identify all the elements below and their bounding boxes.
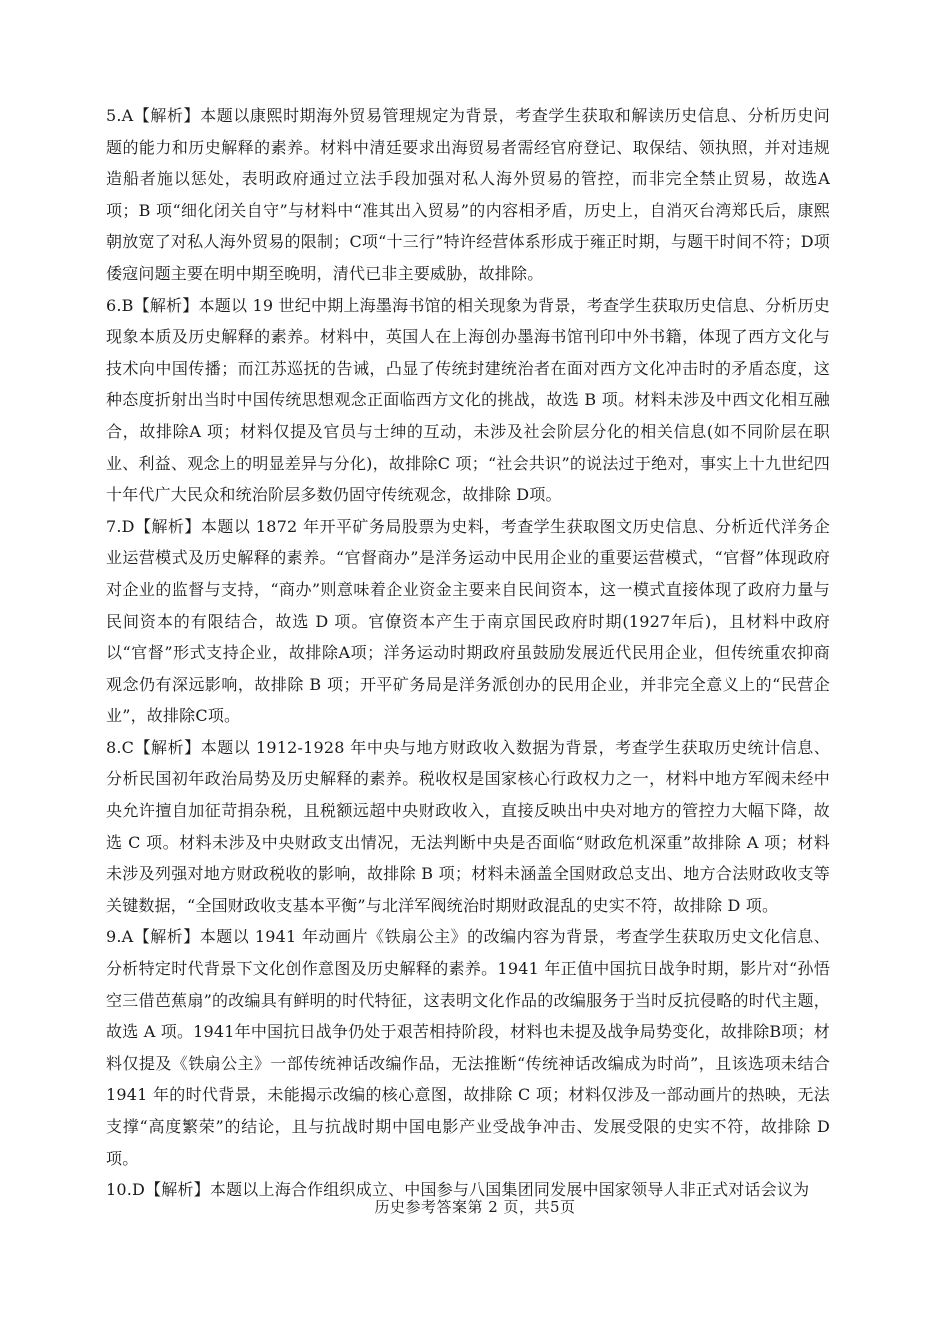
analysis-tag: 【解析】 <box>134 737 201 757</box>
answer-number: 7.D <box>106 516 135 536</box>
answer-text: 本题以 1872 年开平矿务局股票为史料，考查学生获取图文历史信息、分析近代洋务企业运营模式及历史解释的素养。“官督商办”是洋务运动中民用企业的重要运营模式，“官督”体现政府对企业的监督与支持，“商办”则意味着企业资金主要来自民间资本，这一模式直接体现了政府力量与民间资本的有限结合，故选 D 项。官僚资本产生于南京国民政府时期(1927年后)，且材料中政府以“官督”形式支持企业，故排除A项；洋务运动时期政府虽鼓励发展近代民用企业，但传统重农抑商观念仍有深远影响，故排除 B 项；开平矿务局是洋务派创办的民用企业，并非完全意义上的“民营企业”，故排除C项。 <box>106 516 830 726</box>
answer-number: 9.A <box>106 927 134 947</box>
answer-number: 6.B <box>106 295 134 315</box>
answer-list <box>106 100 830 1206</box>
answer-item-5 <box>106 100 830 290</box>
answer-item-7 <box>106 511 830 732</box>
answer-text: 本题以康熙时期海外贸易管理规定为背景，考查学生获取和解读历史信息、分析历史问题的能力和历史解释的素养。材料中清廷要求出海贸易者需经官府登记、取保结、领执照，并对违规造船者施以惩处，表明政府通过立法手段加强对私人海外贸易的管控，而非完全禁止贸易，故选A 项；B 项“细化闭关自守”与材料中“准其出入贸易”的内容相矛盾，历史上，自消灭台湾郑氏后，康熙朝放宽了对私人海外贸易的限制；C项“十三行”特许经营体系形成于雍正时期，与题干时间不符；D项倭寇问题主要在明中期至晚明，清代已非主要威胁，故排除。 <box>106 106 830 283</box>
answer-item-9 <box>106 921 830 1174</box>
answer-number: 8.C <box>106 737 135 757</box>
answer-item-6 <box>106 290 830 511</box>
answer-number: 5.A <box>106 106 134 125</box>
analysis-tag: 【解析】 <box>134 516 201 536</box>
analysis-tag: 【解析】 <box>133 295 199 315</box>
answer-number: 10.D <box>106 1180 146 1200</box>
analysis-tag: 【解析】 <box>133 106 201 125</box>
analysis-tag: 【解析】 <box>145 1180 210 1200</box>
answer-item-8 <box>106 732 830 922</box>
answer-text: 本题以 19 世纪中期上海墨海书馆的相关现象为背景，考查学生获取历史信息、分析历史现象本质及历史解释的素养。材料中，英国人在上海创办墨海书馆刊印中外书籍，体现了西方文化与技术向中国传播；而江苏巡抚的告诫，凸显了传统封建统治者在面对西方文化冲击时的矛盾态度，这种态度折射出当时中国传统思想观念正面临西方文化的挑战，故选 B 项。材料未涉及中西文化相互融合，故排除A 项；材料仅提及官员与士绅的互动，未涉及社会阶层分化的相关信息(如不同阶层在职业、利益、观念上的明显差异与分化)，故排除C 项；“社会共识”的说法过于绝对，事实上十九世纪四十年代广大民众和统治阶层多数仍固守传统观念，故排除 D项。 <box>106 295 830 505</box>
answer-text: 本题以 1912-1928 年中央与地方财政收入数据为背景，考查学生获取历史统计信息、分析民国初年政治局势及历史解释的素养。税收权是国家核心行政权力之一，材料中地方军阀未经中央允许擅自加征苛捐杂税，且税额远超中央财政收入，直接反映出中央对地方的管控力大幅下降，故选 C 项。材料未涉及中央财政支出情况，无法判断中央是否面临“财政危机深重”故排除 A 项；材料未涉及列强对地方财政税收的影响，故排除 B 项；材料未涵盖全国财政总支出、地方合法财政收支等关键数据，“全国财政收支基本平衡”与北洋军阀统治时期财政混乱的史实不符，故排除 D 项。 <box>106 737 830 915</box>
analysis-tag: 【解析】 <box>133 927 200 947</box>
answer-text: 本题以 1941 年动画片《铁扇公主》的改编内容为背景，考查学生获取历史文化信息、分析特定时代背景下文化创作意图及历史解释的素养。1941 年正值中国抗日战争时期，影片对“孙悟空三借芭蕉扇”的改编具有鲜明的时代特征，这表明文化作品的改编服务于当时反抗侵略的时代主题，故选 A 项。1941年中国抗日战争仍处于艰苦相持阶段，材料也未提及战争局势变化，故排除B项；材料仅提及《铁扇公主》一部传统神话改编作品，无法推断“传统神话改编成为时尚”，且该选项未结合 1941 年的时代背景，未能揭示改编的核心意图，故排除 C 项；材料仅涉及一部动画片的热映，无法支撑“高度繁荣”的结论，且与抗战时期中国电影产业受战争冲击、发展受限的史实不符，故排除 D项。 <box>106 927 830 1168</box>
page-footer: 历史参考答案第 2 页，共5页 <box>374 1198 576 1216</box>
answer-text: 本题以上海合作组织成立、中国参与八国集团同发展中国家领导人非正式对话会议为 <box>209 1180 810 1200</box>
